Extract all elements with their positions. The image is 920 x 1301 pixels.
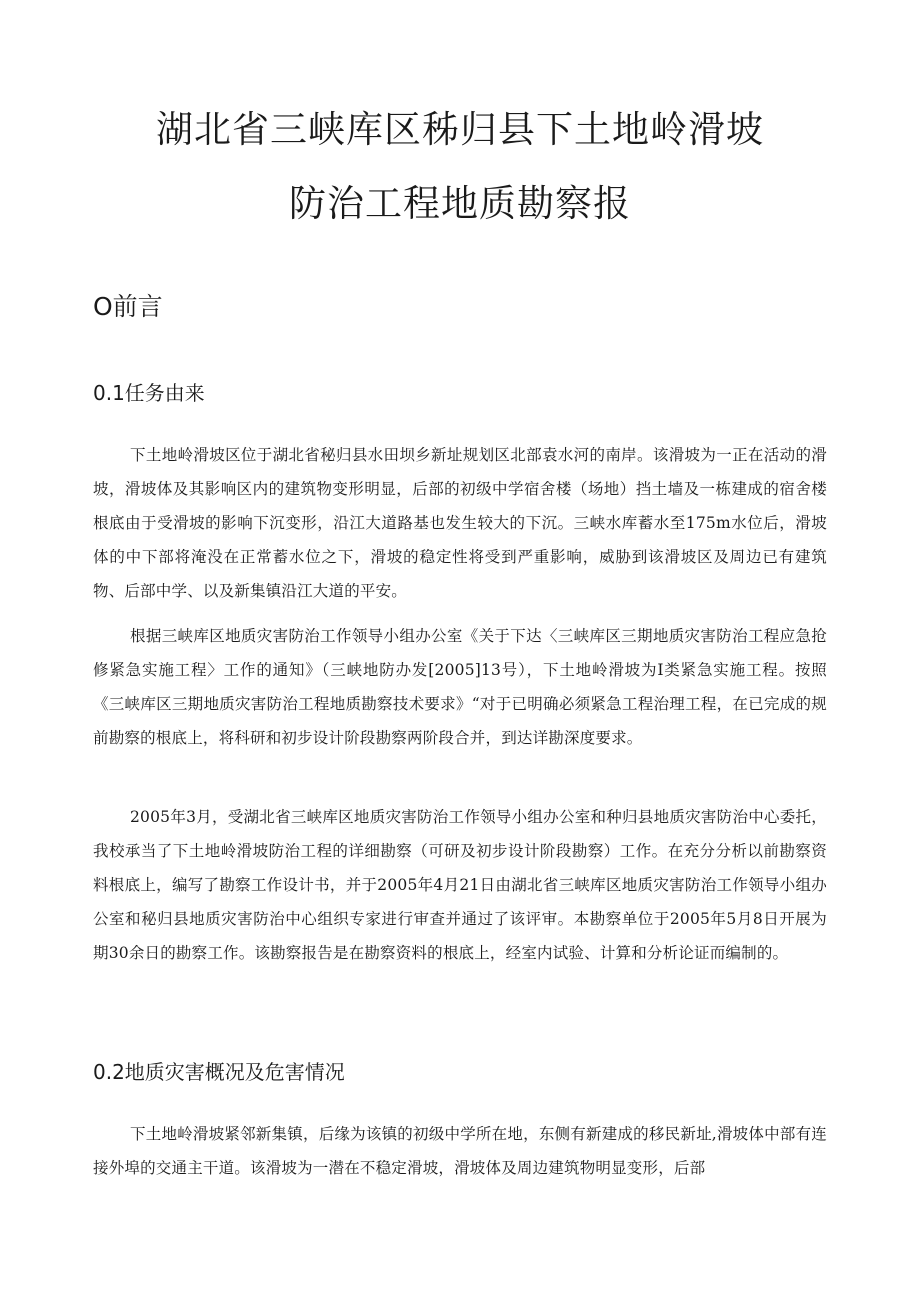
document-title-line-1: 湖北省三峡库区秭归县下土地岭滑坡 — [156, 108, 764, 151]
document-title-line-2: 防治工程地质勘察报 — [289, 182, 631, 225]
paragraph-task-origin-3: 2005年3月，受湖北省三峡库区地质灾害防治工作领导小组办公室和种归县地质灾害防治中心委托，我校承当了下土地岭滑坡防治工程的详细勘察（可研及初步设计阶段勘察）工作。在充分分析以前勘察资料根底上，编写了勘察工作设计书，并于2005年4月21日由湖北省三峡库区地质灾害防治工作领导小组办公室和秘归县地质灾害防治中心组织专家进行审查并通过了该评审。本勘察单位于2005年5月8日开展为期30余日的勘察工作。该勘察报告是在勘察资料的根底上，经室内试验、计算和分析论证而编制的。 — [93, 808, 827, 962]
section-heading-preface: O前言 — [93, 292, 163, 321]
paragraph-hazard-overview-1: 下土地岭滑坡紧邻新集镇，后缘为该镇的初级中学所在地，东侧有新建成的移民新址,滑坡体中部有连接外埠的交通主干道。该滑坡为一潜在不稳定滑坡，滑坡体及周边建筑物明显变形，后部 — [93, 1125, 827, 1177]
paragraph-task-origin-1: 下土地岭滑坡区位于湖北省秘归县水田坝乡新址规划区北部袁水河的南岸。该滑坡为一正在活动的滑坡，滑坡体及其影响区内的建筑物变形明显，后部的初级中学宿舍楼（场地）挡土墙及一栋建成的宿舍楼根底由于受滑坡的影响下沉变形，沿江大道路基也发生较大的下沉。三峡水库蓄水至175m水位后，滑坡体的中下部将淹没在正常蓄水位之下，滑坡的稳定性将受到严重影响，威胁到该滑坡区及周边已有建筑物、后部中学、以及新集镇沿江大道的平安。 — [93, 446, 827, 600]
subsection-heading-task-origin: 0.1任务由来 — [93, 381, 205, 405]
subsection-heading-hazard-overview: 0.2地质灾害概况及危害情况 — [93, 1060, 345, 1084]
paragraph-task-origin-2: 根据三峡库区地质灾害防治工作领导小组办公室《关于下达〈三峡库区三期地质灾害防治工程应急抢修紧急实施工程〉工作的通知》（三峡地防办发[2005]13号），下土地岭滑坡为I类紧急实施工程。按照《三峡库区三期地质灾害防治工程地质勘察技术要求》“对于已明确必须紧急工程治理工程，在已完成的规前勘察的根底上，将科研和初步设计阶段勘察两阶段合并，到达详勘深度要求。 — [93, 627, 827, 747]
